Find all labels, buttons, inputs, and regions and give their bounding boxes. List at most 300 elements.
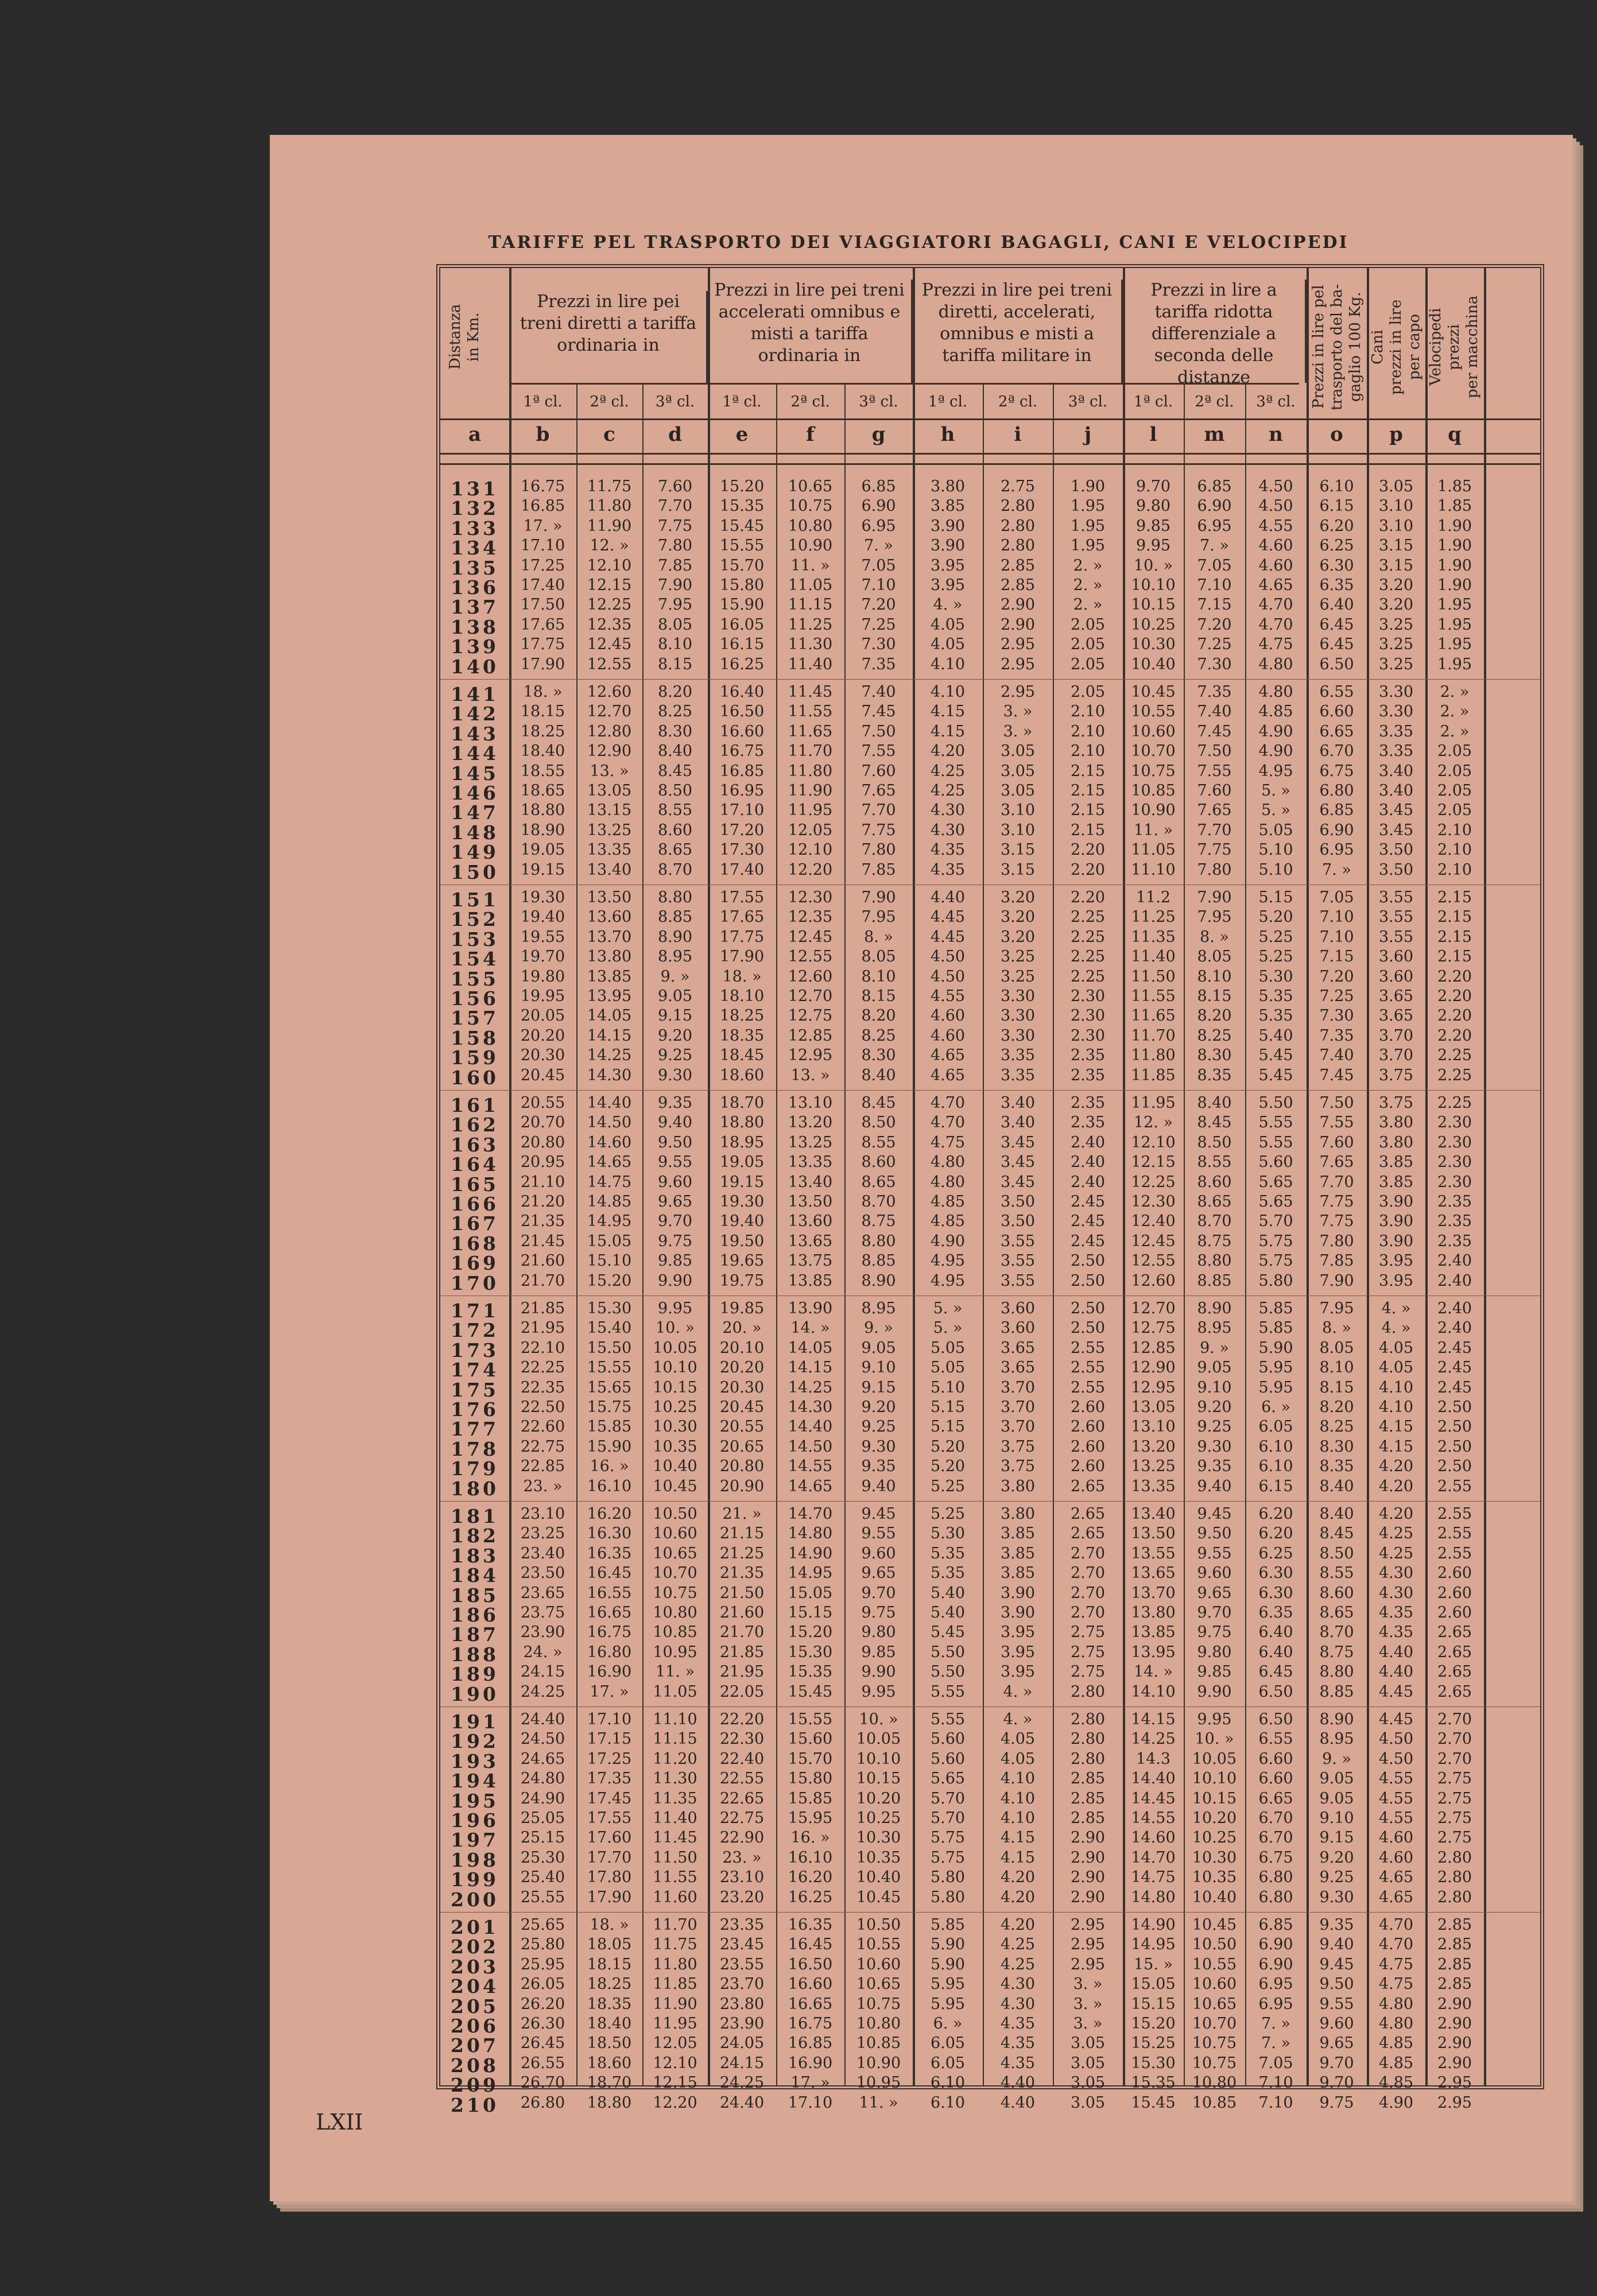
price-cell: 17.25 [520, 556, 565, 575]
price-cell: 2.35 [1437, 1232, 1472, 1250]
table-row [440, 1505, 1540, 1525]
table-row [440, 1829, 1540, 1852]
price-cell: 21.60 [520, 1252, 565, 1270]
price-cell: 16.90 [587, 1663, 632, 1681]
price-cell: 23.10 [719, 1868, 765, 1887]
price-cell: 9.10 [1197, 1378, 1232, 1397]
price-cell: 9.70 [1319, 2074, 1354, 2092]
price-cell: 4.70 [1258, 615, 1293, 634]
price-cell: 15.40 [587, 1319, 632, 1337]
distance-cell: 159 [451, 1046, 499, 1069]
price-cell: 16. » [790, 1829, 830, 1847]
price-cell: 9.20 [657, 1026, 693, 1045]
price-cell: 15.05 [1131, 1975, 1176, 1994]
price-cell: 13. » [590, 762, 629, 780]
price-cell: 16.20 [587, 1505, 632, 1523]
price-cell: 6.45 [1319, 635, 1354, 654]
price-cell: 11.55 [788, 703, 833, 721]
price-cell: 12.40 [1131, 1212, 1176, 1231]
distance-cell: 164 [451, 1153, 499, 1176]
price-cell: 7.05 [1319, 889, 1354, 906]
price-cell: 9.15 [861, 1378, 896, 1397]
price-cell: 26.05 [520, 1975, 565, 1994]
price-cell: 14.70 [1131, 1848, 1176, 1867]
price-cell: 10.15 [1192, 1789, 1237, 1808]
price-cell: 21.95 [719, 1663, 765, 1681]
table-row [440, 861, 1540, 881]
price-cell: 21.50 [719, 1584, 765, 1602]
price-cell: 17.90 [719, 948, 765, 966]
price-cell: 8.40 [1319, 1477, 1354, 1495]
price-cell: 19.70 [520, 948, 565, 966]
price-cell: 12.25 [587, 596, 632, 614]
price-cell: 9.65 [657, 1193, 693, 1211]
price-cell: 2.80 [1070, 1711, 1106, 1728]
price-cell: 2.90 [1070, 1888, 1106, 1906]
table-row [440, 2015, 1540, 2037]
price-cell: 7.60 [1197, 782, 1232, 800]
price-cell: 1.95 [1437, 596, 1472, 614]
price-cell: 3.10 [1000, 821, 1036, 839]
price-cell: 24. » [523, 1643, 563, 1661]
price-cell: 11.80 [1131, 1046, 1176, 1065]
price-cell: 13.85 [788, 1271, 833, 1290]
distance-cell: 198 [451, 1848, 499, 1871]
price-cell: 10.95 [856, 2074, 901, 2092]
price-cell: 21.45 [520, 1232, 565, 1250]
price-cell: 16.90 [788, 2054, 833, 2072]
price-cell: 2.95 [1070, 1916, 1106, 1934]
price-cell: 7.15 [1319, 948, 1354, 966]
table-row [440, 556, 1540, 579]
price-cell: 7.65 [1197, 801, 1232, 820]
price-cell: 18.60 [587, 2054, 632, 2072]
price-cell: 4.35 [930, 860, 966, 879]
price-cell: 5. » [933, 1319, 963, 1337]
table-row [440, 1232, 1540, 1255]
price-cell: 9.90 [1197, 1682, 1232, 1701]
price-cell: 21. » [722, 1505, 762, 1523]
distance-cell: 143 [451, 722, 499, 745]
price-cell: 14.15 [1131, 1711, 1176, 1728]
price-cell: 9.85 [657, 1252, 693, 1270]
price-cell: 16.45 [788, 1936, 833, 1954]
price-cell: 18.15 [587, 1955, 632, 1973]
price-cell: 26.20 [520, 1995, 565, 2013]
table-row [440, 1319, 1540, 1342]
price-cell: 9.05 [1319, 1789, 1354, 1808]
price-cell: 3.40 [1000, 1114, 1036, 1132]
price-cell: 2.15 [1070, 762, 1106, 780]
price-cell: 3.25 [1000, 967, 1036, 986]
price-cell: 10. » [655, 1319, 695, 1337]
price-cell: 4.35 [1000, 2034, 1036, 2053]
price-cell: 2.05 [1070, 635, 1106, 654]
price-cell: 3.80 [1000, 1477, 1036, 1495]
price-cell: 9.25 [1197, 1418, 1232, 1436]
price-cell: 6.10 [1258, 1457, 1293, 1476]
table-row [440, 1770, 1540, 1793]
price-cell: 2.15 [1437, 928, 1472, 946]
price-cell: 3.05 [1000, 742, 1036, 761]
table-row [440, 1339, 1540, 1362]
price-cell: 20.80 [719, 1457, 765, 1476]
price-cell: 7.10 [1258, 2093, 1293, 2112]
price-cell: 4.40 [1378, 1663, 1414, 1681]
price-cell: 14.05 [587, 1007, 632, 1025]
price-cell: 25.55 [520, 1888, 565, 1906]
price-cell: 11.35 [1131, 928, 1176, 946]
price-cell: 3.95 [1378, 1271, 1414, 1290]
distance-cell: 149 [451, 841, 499, 864]
price-cell: 17.55 [719, 889, 765, 906]
price-cell: 7. » [864, 537, 893, 555]
distance-cell: 187 [451, 1623, 499, 1646]
price-cell: 23.90 [520, 1623, 565, 1642]
price-cell: 11.90 [788, 782, 833, 800]
price-cell: 12.60 [788, 967, 833, 986]
price-cell: 7.75 [861, 821, 896, 839]
price-cell: 2.30 [1437, 1173, 1472, 1191]
price-cell: 10.55 [1131, 703, 1176, 721]
price-cell: 11.45 [788, 683, 833, 701]
price-cell: 10.90 [1131, 801, 1176, 820]
price-cell: 11.15 [788, 596, 833, 614]
price-cell: 2.65 [1437, 1643, 1472, 1661]
price-cell: 9. » [660, 967, 690, 986]
price-cell: 4.60 [930, 1007, 966, 1025]
price-cell: 18.80 [587, 2093, 632, 2112]
distance-cell: 199 [451, 1868, 499, 1891]
price-cell: 7.85 [861, 860, 896, 879]
price-cell: 6.65 [1319, 722, 1354, 740]
price-cell: 8.25 [861, 1026, 896, 1045]
price-cell: 6.30 [1258, 1564, 1293, 1583]
price-cell: 23.40 [520, 1544, 565, 1562]
price-cell: 2.55 [1437, 1505, 1472, 1523]
price-cell: 2.55 [1437, 1525, 1472, 1543]
price-cell: 3.10 [1000, 801, 1036, 820]
distance-cell: 172 [451, 1319, 499, 1342]
price-cell: 16.45 [587, 1564, 632, 1583]
price-cell: 20.30 [520, 1046, 565, 1065]
price-cell: 4.35 [1378, 1623, 1414, 1642]
distance-cell: 157 [451, 1007, 499, 1030]
table-row [440, 1623, 1540, 1646]
price-cell: 10.25 [856, 1809, 901, 1827]
price-cell: 17.25 [587, 1750, 632, 1768]
price-cell: 14.15 [788, 1359, 833, 1377]
price-cell: 20.55 [719, 1418, 765, 1436]
distance-cell: 136 [451, 576, 499, 599]
price-cell: 11.05 [653, 1682, 697, 1701]
price-cell: 4.50 [1378, 1750, 1414, 1768]
price-cell: 20.45 [719, 1398, 765, 1416]
price-cell: 2.95 [1000, 635, 1036, 654]
price-cell: 3.55 [1378, 928, 1414, 946]
price-cell: 19.75 [719, 1271, 765, 1290]
price-cell: 9.10 [1319, 1809, 1354, 1827]
price-cell: 6.75 [1258, 1848, 1293, 1867]
price-cell: 4.80 [930, 1153, 966, 1172]
price-cell: 5.50 [930, 1643, 966, 1661]
price-cell: 15. » [1133, 1955, 1173, 1973]
price-cell: 12.30 [788, 889, 833, 906]
price-cell: 6.90 [861, 497, 896, 515]
price-cell: 10.80 [1192, 2074, 1237, 2092]
distance-cell: 174 [451, 1359, 499, 1382]
price-cell: 5.45 [1258, 1066, 1293, 1084]
price-cell: 23.20 [719, 1888, 765, 1906]
price-cell: 4.05 [1000, 1750, 1036, 1768]
price-cell: 4.60 [1258, 556, 1293, 575]
price-cell: 15.10 [587, 1252, 632, 1270]
price-cell: 8.25 [657, 703, 693, 721]
price-cell: 9.05 [1197, 1359, 1232, 1377]
price-cell: 12.75 [1131, 1319, 1176, 1337]
price-cell: 2.45 [1437, 1378, 1472, 1397]
distance-cell: 200 [451, 1888, 499, 1911]
price-cell: 4.90 [1258, 742, 1293, 761]
price-cell: 11.40 [653, 1809, 697, 1827]
price-cell: 11.55 [1131, 987, 1176, 1005]
class-header: 3ª cl. [859, 393, 898, 410]
price-cell: 15.75 [587, 1398, 632, 1416]
price-cell: 4.45 [930, 908, 966, 926]
price-cell: 2.85 [1437, 1955, 1472, 1973]
price-cell: 10.40 [1131, 655, 1176, 673]
price-cell: 6.90 [1258, 1955, 1293, 1973]
header-cani: Cani prezzi in lire per capo [1369, 299, 1423, 395]
price-cell: 8.80 [657, 889, 693, 906]
price-cell: 8.95 [657, 948, 693, 966]
price-cell: 3.65 [1378, 1007, 1414, 1025]
price-cell: 8.80 [1197, 1252, 1232, 1270]
price-cell: 16.20 [788, 1868, 833, 1887]
price-cell: 7.10 [1258, 2074, 1293, 2092]
column-letter: l [1149, 423, 1157, 446]
table-row [440, 987, 1540, 1010]
price-cell: 11.70 [1131, 1026, 1176, 1045]
price-cell: 7.25 [1319, 987, 1354, 1005]
price-cell: 4.95 [930, 1252, 966, 1270]
price-cell: 16.65 [788, 1995, 833, 2013]
price-cell: 5.95 [930, 1995, 966, 2013]
price-cell: 8.15 [657, 655, 693, 673]
price-cell: 9.30 [1197, 1437, 1232, 1456]
price-cell: 13.10 [1131, 1418, 1176, 1436]
price-cell: 2.95 [1000, 683, 1036, 701]
price-cell: 2.95 [1437, 2093, 1472, 2112]
price-cell: 24.40 [719, 2093, 765, 2112]
price-cell: 18.80 [520, 801, 565, 820]
price-cell: 10.55 [1192, 1955, 1237, 1973]
price-cell: 1.95 [1070, 517, 1106, 535]
price-cell: 7.05 [861, 556, 896, 575]
price-cell: 3.40 [1378, 782, 1414, 800]
price-cell: 17.20 [719, 821, 765, 839]
distance-cell: 184 [451, 1564, 499, 1587]
distance-cell: 189 [451, 1663, 499, 1686]
price-cell: 18.40 [587, 2015, 632, 2033]
price-cell: 6.40 [1319, 596, 1354, 614]
price-cell: 3.25 [1000, 948, 1036, 966]
price-cell: 18.25 [719, 1007, 765, 1025]
table-row [440, 1378, 1540, 1401]
price-cell: 10.10 [1131, 576, 1176, 594]
price-cell: 11.70 [653, 1916, 697, 1934]
price-cell: 8.15 [1319, 1378, 1354, 1397]
price-cell: 10.75 [653, 1584, 697, 1602]
table-row [440, 1252, 1540, 1275]
price-cell: 12.75 [788, 1007, 833, 1025]
price-cell: 11.40 [788, 655, 833, 673]
price-cell: 2.75 [1437, 1829, 1472, 1847]
distance-cell: 145 [451, 762, 499, 785]
price-cell: 9.55 [1319, 1995, 1354, 2013]
price-cell: 9.70 [1197, 1604, 1232, 1622]
price-cell: 12.30 [1131, 1193, 1176, 1211]
price-cell: 8.50 [657, 782, 693, 800]
price-cell: 15.30 [587, 1300, 632, 1317]
price-cell: 24.80 [520, 1770, 565, 1788]
distance-cell: 188 [451, 1643, 499, 1666]
price-cell: 15.15 [1131, 1995, 1176, 2013]
price-cell: 9.60 [1197, 1564, 1232, 1583]
price-cell: 10.70 [1131, 742, 1176, 761]
price-cell: 22.65 [719, 1789, 765, 1808]
price-cell: 15.55 [719, 537, 765, 555]
price-cell: 14.55 [1131, 1809, 1176, 1827]
price-cell: 20.45 [520, 1066, 565, 1084]
rule-groups [510, 383, 1299, 385]
price-cell: 16.35 [587, 1544, 632, 1562]
price-cell: 3.80 [930, 478, 966, 495]
price-cell: 2.95 [1000, 655, 1036, 673]
price-cell: 8.55 [657, 801, 693, 820]
price-cell: 3.50 [1000, 1193, 1036, 1211]
price-cell: 11.55 [653, 1868, 697, 1887]
price-cell: 1.95 [1437, 615, 1472, 634]
class-header: 3ª cl. [1256, 393, 1296, 410]
price-cell: 10.45 [1131, 683, 1176, 701]
price-cell: 4.95 [1258, 762, 1293, 780]
price-cell: 4.60 [1378, 1829, 1414, 1847]
price-cell: 3.65 [1378, 987, 1414, 1005]
price-cell: 4.30 [1378, 1584, 1414, 1602]
price-cell: 20. » [722, 1319, 762, 1337]
price-cell: 5.75 [930, 1829, 966, 1847]
distance-cell: 160 [451, 1066, 499, 1089]
price-cell: 6.45 [1319, 615, 1354, 634]
price-cell: 21.95 [520, 1319, 565, 1337]
price-cell: 19.05 [520, 841, 565, 859]
price-cell: 4. » [1003, 1682, 1033, 1701]
price-cell: 10.75 [788, 497, 833, 515]
table-row [440, 1868, 1540, 1891]
column-letter: e [735, 423, 749, 446]
price-cell: 2.05 [1070, 655, 1106, 673]
header-group-b: Prezzi in lire pei treni diretti a tariffa ordinaria in [510, 291, 708, 383]
price-cell: 2.65 [1070, 1525, 1106, 1543]
table-row [440, 841, 1540, 864]
price-cell: 13.40 [1131, 1505, 1176, 1523]
price-cell: 2.30 [1070, 987, 1106, 1005]
price-cell: 6.60 [1258, 1770, 1293, 1788]
price-cell: 7.10 [1319, 908, 1354, 926]
price-cell: 22.85 [520, 1457, 565, 1476]
price-cell: 8.75 [861, 1212, 896, 1231]
distance-cell: 166 [451, 1193, 499, 1215]
price-cell: 2.35 [1070, 1094, 1106, 1112]
price-cell: 8.20 [1197, 1007, 1232, 1025]
price-cell: 3.55 [1000, 1232, 1036, 1250]
table-row [440, 1193, 1540, 1215]
price-cell: 2.60 [1070, 1398, 1106, 1416]
price-cell: 9. » [864, 1319, 893, 1337]
price-cell: 4.30 [1000, 1995, 1036, 2013]
price-cell: 2. » [1440, 722, 1470, 740]
price-cell: 24.25 [719, 2074, 765, 2092]
price-cell: 6.40 [1258, 1643, 1293, 1661]
price-cell: 2.75 [1070, 1663, 1106, 1681]
table-row [440, 1398, 1540, 1421]
price-cell: 13.05 [587, 782, 632, 800]
price-cell: 9.30 [1319, 1888, 1354, 1906]
price-cell: 2.10 [1437, 841, 1472, 859]
price-cell: 22.10 [520, 1339, 565, 1357]
price-cell: 26.45 [520, 2034, 565, 2053]
price-cell: 2.80 [1070, 1730, 1106, 1748]
price-cell: 12.85 [1131, 1339, 1176, 1357]
price-cell: 10.70 [653, 1564, 697, 1583]
distance-cell: 138 [451, 615, 499, 638]
price-cell: 4.10 [1000, 1789, 1036, 1808]
distance-cell: 185 [451, 1584, 499, 1607]
price-cell: 19.15 [520, 860, 565, 879]
price-cell: 4.10 [1378, 1378, 1414, 1397]
price-cell: 7.95 [861, 908, 896, 926]
price-cell: 13.05 [1131, 1398, 1176, 1416]
price-cell: 2.10 [1437, 860, 1472, 879]
price-cell: 8.60 [1197, 1173, 1232, 1191]
price-cell: 8.20 [657, 683, 693, 701]
price-cell: 3.70 [1000, 1378, 1036, 1397]
table-row [440, 478, 1540, 500]
price-cell: 2.70 [1070, 1564, 1106, 1583]
column-letter: a [468, 423, 482, 446]
price-cell: 12.10 [653, 2054, 697, 2072]
price-cell: 18.60 [719, 1066, 765, 1084]
price-cell: 4.80 [930, 1173, 966, 1191]
class-header: 2ª cl. [998, 393, 1038, 410]
price-cell: 10.20 [1192, 1809, 1237, 1827]
price-cell: 1.95 [1070, 537, 1106, 555]
price-cell: 7.10 [1319, 928, 1354, 946]
price-cell: 4.35 [1378, 1604, 1414, 1622]
price-cell: 3.95 [1000, 1663, 1036, 1681]
price-cell: 15.15 [788, 1604, 833, 1622]
distance-cell: 167 [451, 1212, 499, 1235]
price-cell: 10.05 [1192, 1750, 1237, 1768]
price-cell: 9.30 [657, 1066, 693, 1084]
price-cell: 8.10 [1197, 967, 1232, 986]
distance-cell: 193 [451, 1750, 499, 1773]
price-cell: 2.55 [1070, 1359, 1106, 1377]
price-cell: 2. » [1440, 683, 1470, 701]
price-cell: 5.05 [930, 1359, 966, 1377]
price-cell: 4.60 [1258, 537, 1293, 555]
